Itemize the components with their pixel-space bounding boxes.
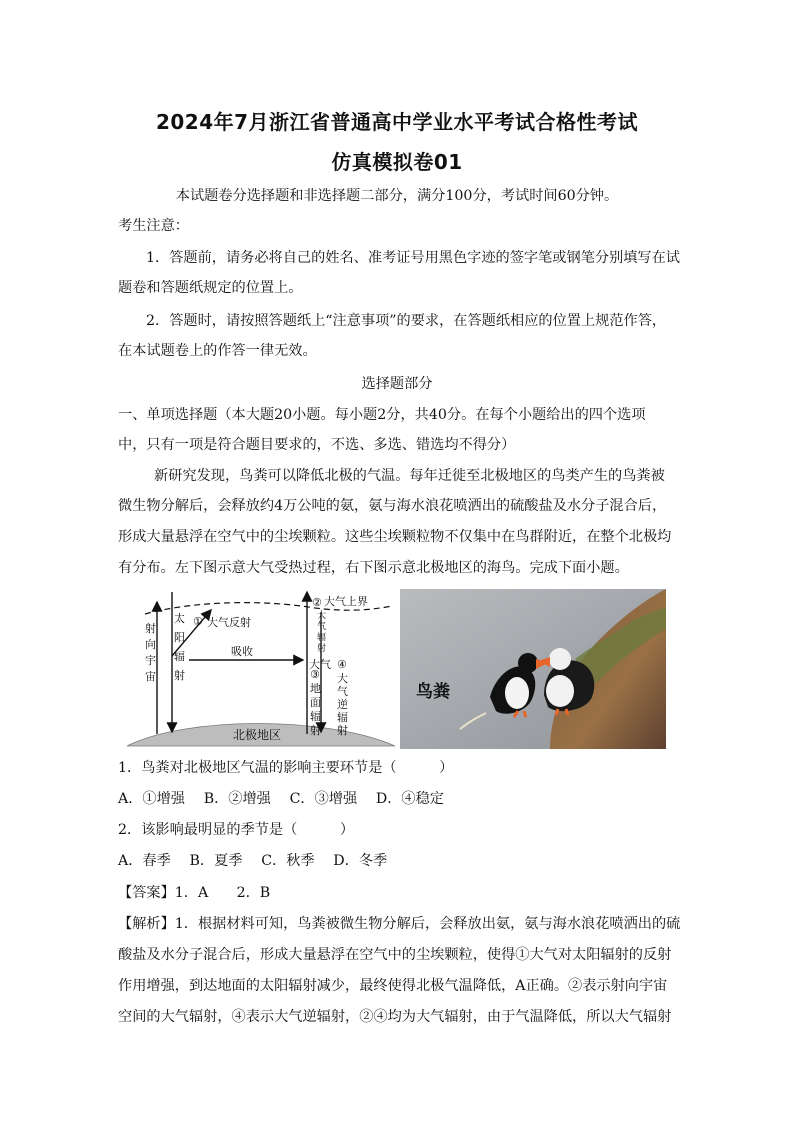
question-1-options: A．①增强 B．②增强 C．③增强 D．④稳定 <box>118 791 444 807</box>
atmosphere-heating-diagram <box>127 588 395 750</box>
analysis-line: 酸盐及水分子混合后，形成大量悬浮在空气中的尘埃颗粒，使得①大气对太阳辐射的反射 <box>118 947 672 963</box>
atm-radiation-char: 气 <box>317 622 327 632</box>
atm-radiation-char: 辐 <box>317 633 327 643</box>
num-3: ③ <box>310 668 320 681</box>
back-radiation-char: 射 <box>337 724 348 737</box>
atm-radiation-char: 射 <box>317 644 327 654</box>
solar-char: 阳 <box>174 631 185 644</box>
to-space-char: 宇 <box>145 654 156 667</box>
num-4: ④ <box>337 658 347 671</box>
question-2-options: A．春季 B．夏季 C．秋季 D．冬季 <box>118 853 388 869</box>
back-radiation-char: 逆 <box>337 698 348 711</box>
heating-diagram-svg <box>127 588 395 750</box>
atmosphere-top-label: 大气上界 <box>324 595 368 608</box>
section-heading-b: 中，只有一项是符合题目要求的，不选、多选、错选均不得分） <box>118 437 516 453</box>
question-2: 2．该影响最明显的季节是（ ） <box>118 822 355 838</box>
atm-radiation-char: 大 <box>317 611 327 621</box>
intro-line: 本试题卷分选择题和非选择题二部分，满分100分，考试时间60分钟。 <box>175 188 619 204</box>
material-line: 有分布。左下图示意大气受热过程，右下图示意北极地区的海鸟。完成下面小题。 <box>118 560 629 576</box>
puffin-right-face <box>549 648 571 670</box>
analysis-line: 作用增强，到达地面的太阳辐射减少，最终使得北极气温降低，A正确。②表示射向宇宙 <box>118 978 668 994</box>
notice-heading: 考生注意： <box>118 218 189 234</box>
ground-radiation-char: 射 <box>310 724 321 737</box>
num-2: ② <box>312 596 322 609</box>
arctic-label: 北极地区 <box>233 728 282 742</box>
atmosphere-label: 大气 <box>309 658 331 671</box>
puffin-right-belly <box>546 675 574 707</box>
answer-line: 【答案】1．A 2．B <box>118 885 271 901</box>
to-space-char: 射 <box>145 622 156 635</box>
section-title: 选择题部分 <box>361 376 433 392</box>
absorb-label: 吸收 <box>231 645 253 658</box>
exam-title: 2024年7月浙江省普通高中学业水平考试合格性考试 <box>155 110 639 134</box>
ground-radiation-char: 地 <box>310 682 321 695</box>
material-line: 微生物分解后，会释放约4万公吨的氨，氨与海水浪花喷洒出的硫酸盐及水分子混合后， <box>118 498 667 514</box>
section-heading-a: 一、单项选择题（本大题20小题。每小题2分，共40分。在每个小题给出的四个选项 <box>118 407 646 423</box>
exam-subtitle: 仿真模拟卷01 <box>331 150 463 174</box>
puffin-left-head <box>518 653 538 673</box>
material-line: 新研究发现，鸟粪可以降低北极的气温。每年迁徙至北极地区的鸟类产生的鸟粪被 <box>154 468 665 484</box>
reflection-label: 大气反射 <box>207 616 251 629</box>
note-1-line-a: 1．答题前，请务必将自己的姓名、准考证号用黑色字迹的签字笔或钢笔分别填写在试 <box>146 250 680 266</box>
to-space-char: 向 <box>145 638 156 651</box>
back-radiation-char: 气 <box>337 685 348 698</box>
note-1-line-b: 题卷和答题纸规定的位置上。 <box>118 280 303 296</box>
solar-char: 太 <box>174 612 185 625</box>
seabird-photo-art <box>400 589 666 749</box>
puffin-left-belly <box>505 677 529 709</box>
guano-label: 鸟粪 <box>416 682 450 702</box>
ground-radiation-char: 面 <box>310 696 321 709</box>
to-space-char: 宙 <box>145 670 156 683</box>
back-radiation-char: 辐 <box>337 711 348 724</box>
num-1: ① <box>193 615 203 628</box>
solar-char: 辐 <box>174 650 185 663</box>
question-1: 1．鸟粪对北极地区气温的影响主要环节是（ ） <box>118 760 454 776</box>
solar-char: 射 <box>174 669 185 682</box>
note-2-line-a: 2．答题时，请按照答题纸上“注意事项”的要求，在答题纸相应的位置上规范作答， <box>146 313 667 329</box>
material-line: 形成大量悬浮在空气中的尘埃颗粒。这些尘埃颗粒物不仅集中在鸟群附近，在整个北极均 <box>118 529 672 545</box>
analysis-line: 【解析】1．根据材料可知，鸟粪被微生物分解后，会释放出氨，氨与海水浪花喷洒出的硫 <box>118 916 681 932</box>
analysis-line: 空间的大气辐射，④表示大气逆辐射，②④均为大气辐射，由于气温降低，所以大气辐射 <box>118 1009 672 1025</box>
ground-radiation-char: 辐 <box>310 710 321 723</box>
seabird-photo <box>400 589 666 749</box>
back-radiation-char: 大 <box>337 672 348 685</box>
note-2-line-b: 在本试题卷上的作答一律无效。 <box>118 343 317 359</box>
